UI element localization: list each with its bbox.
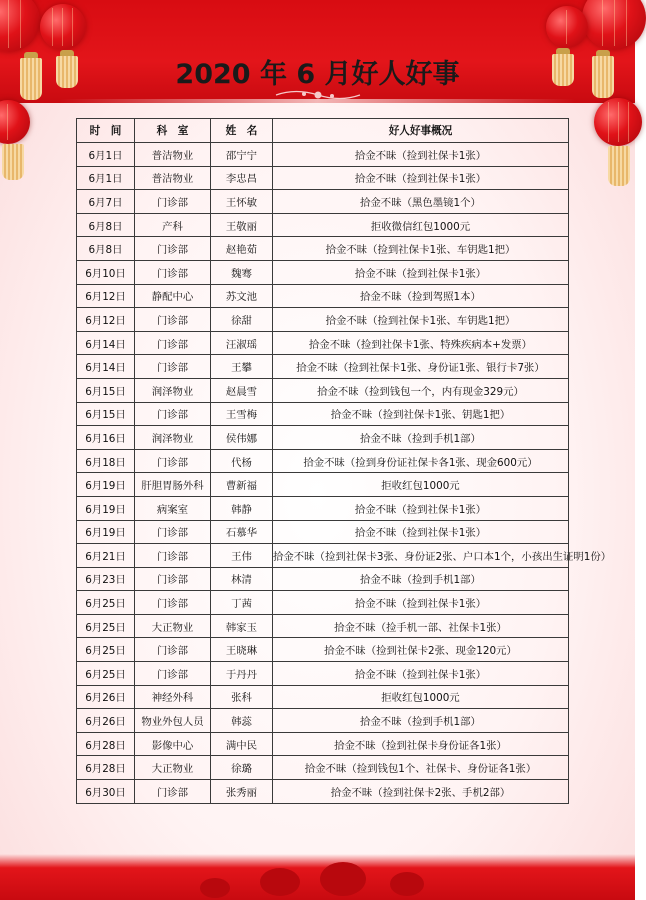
- header-department: 科 室: [135, 119, 211, 143]
- cell-summary: 拾金不昧（捡到社保卡1张）: [273, 143, 569, 167]
- cell-date: 6月26日: [77, 709, 135, 733]
- cell-date: 6月1日: [77, 143, 135, 167]
- cell-department: 门诊部: [135, 544, 211, 568]
- cell-department: 门诊部: [135, 591, 211, 615]
- cell-department: 门诊部: [135, 260, 211, 284]
- cell-date: 6月8日: [77, 213, 135, 237]
- cell-name: 张科: [211, 685, 273, 709]
- cell-department: 门诊部: [135, 780, 211, 804]
- cell-name: 苏文池: [211, 284, 273, 308]
- cell-date: 6月19日: [77, 496, 135, 520]
- lantern-icon: [0, 100, 30, 144]
- cell-department: 门诊部: [135, 237, 211, 261]
- cell-date: 6月7日: [77, 190, 135, 214]
- cell-name: 汪淑瑶: [211, 331, 273, 355]
- cell-summary: 拾金不昧（捡到身份证社保卡各1张、现金600元）: [273, 449, 569, 473]
- table-row: [77, 662, 569, 686]
- cell-department: 门诊部: [135, 190, 211, 214]
- cell-date: 6月10日: [77, 260, 135, 284]
- cell-name: 侯伟娜: [211, 426, 273, 450]
- table-header-row: [77, 119, 569, 143]
- cell-date: 6月21日: [77, 544, 135, 568]
- ornament-icon: [274, 88, 362, 102]
- cell-date: 6月28日: [77, 732, 135, 756]
- cell-name: 林清: [211, 567, 273, 591]
- cell-department: 神经外科: [135, 685, 211, 709]
- table-row: [77, 308, 569, 332]
- cell-department: 门诊部: [135, 308, 211, 332]
- cell-name: 王怀敏: [211, 190, 273, 214]
- cell-department: 产科: [135, 213, 211, 237]
- cell-date: 6月30日: [77, 780, 135, 804]
- table-row: [77, 614, 569, 638]
- table-body: [77, 143, 612, 804]
- header-summary: 好人好事概况: [273, 119, 569, 143]
- table-row: [77, 143, 569, 167]
- tassel-icon: [2, 144, 24, 180]
- cell-name: 丁茜: [211, 591, 273, 615]
- cell-department: 门诊部: [135, 662, 211, 686]
- table-row: [77, 213, 569, 237]
- cell-name: 王敬丽: [211, 213, 273, 237]
- table-row: [77, 780, 569, 804]
- cell-name: 韩静: [211, 496, 273, 520]
- cell-summary: 拾金不昧（捡到社保卡1张）: [273, 520, 569, 544]
- flower-decoration: [200, 878, 230, 898]
- cell-date: 6月19日: [77, 473, 135, 497]
- lantern-icon: [546, 6, 588, 48]
- table-row: [77, 709, 569, 733]
- table-row: [77, 378, 569, 402]
- cell-summary: 拾金不昧（捡到社保卡1张）: [273, 260, 569, 284]
- cell-summary: 拾金不昧（捡到社保卡1张、身份证1张、银行卡7张）: [273, 355, 569, 379]
- cell-department: 门诊部: [135, 638, 211, 662]
- cell-name: 邵宁宁: [211, 143, 273, 167]
- cell-department: 普洁物业: [135, 143, 211, 167]
- table-row: [77, 166, 569, 190]
- cell-summary: 拾金不昧（捡到社保卡1张）: [273, 662, 569, 686]
- cell-summary: 拒收红包1000元: [273, 685, 569, 709]
- cell-name: 徐甜: [211, 308, 273, 332]
- lantern-icon: [594, 98, 642, 146]
- cell-summary: 拾金不昧（捡到手机1部）: [273, 567, 569, 591]
- table-row: [77, 496, 569, 520]
- cell-department: 大正物业: [135, 614, 211, 638]
- table-row: [77, 260, 569, 284]
- cell-department: 病案室: [135, 496, 211, 520]
- table-row: [77, 544, 569, 568]
- table-row: [77, 355, 569, 379]
- cell-summary: 拾金不昧（捡手机一部、社保卡1张）: [273, 614, 569, 638]
- cell-department: 肝胆胃肠外科: [135, 473, 211, 497]
- table-row: [77, 237, 569, 261]
- tassel-icon: [608, 146, 630, 186]
- flower-decoration: [320, 862, 366, 896]
- cell-name: 王伟: [211, 544, 273, 568]
- cell-name: 王晓琳: [211, 638, 273, 662]
- cell-name: 赵艳茹: [211, 237, 273, 261]
- cell-date: 6月25日: [77, 591, 135, 615]
- cell-summary: 拾金不昧（黑色墨镜1个）: [273, 190, 569, 214]
- cell-summary: 拾金不昧（捡到社保卡身份证各1张）: [273, 732, 569, 756]
- cell-department: 润泽物业: [135, 426, 211, 450]
- cell-name: 代杨: [211, 449, 273, 473]
- cell-department: 大正物业: [135, 756, 211, 780]
- lantern-icon: [40, 4, 86, 50]
- cell-name: 满中民: [211, 732, 273, 756]
- table-row: [77, 402, 569, 426]
- table-row: [77, 567, 569, 591]
- table-row: [77, 591, 569, 615]
- table-row: [77, 732, 569, 756]
- cell-name: 于丹丹: [211, 662, 273, 686]
- flower-decoration: [390, 872, 424, 896]
- cell-department: 门诊部: [135, 355, 211, 379]
- cell-date: 6月14日: [77, 331, 135, 355]
- cell-date: 6月23日: [77, 567, 135, 591]
- table-row: [77, 449, 569, 473]
- cell-name: 赵晨雪: [211, 378, 273, 402]
- cell-department: 门诊部: [135, 402, 211, 426]
- cell-date: 6月28日: [77, 756, 135, 780]
- cell-department: 润泽物业: [135, 378, 211, 402]
- cell-department: 门诊部: [135, 520, 211, 544]
- cell-name: 曹新福: [211, 473, 273, 497]
- cell-summary: 拾金不昧（捡到社保卡2张、手机2部）: [273, 780, 569, 804]
- cell-name: 石慕华: [211, 520, 273, 544]
- cell-summary: 拾金不昧（捡到社保卡1张、钥匙1把）: [273, 402, 569, 426]
- cell-summary: 拾金不昧（捡到社保卡1张、车钥匙1把）: [273, 308, 569, 332]
- header-date: 时 间: [77, 119, 135, 143]
- footer-red-band: [0, 854, 635, 900]
- table-row: [77, 756, 569, 780]
- cell-date: 6月25日: [77, 614, 135, 638]
- cell-date: 6月18日: [77, 449, 135, 473]
- cell-date: 6月16日: [77, 426, 135, 450]
- flower-decoration: [260, 868, 300, 896]
- cell-department: 门诊部: [135, 567, 211, 591]
- cell-date: 6月15日: [77, 402, 135, 426]
- cell-name: 韩蕊: [211, 709, 273, 733]
- table-row: [77, 685, 569, 709]
- table-row: [77, 473, 569, 497]
- cell-summary: 拾金不昧（捡到社保卡1张、车钥匙1把）: [273, 237, 569, 261]
- cell-date: 6月19日: [77, 520, 135, 544]
- cell-name: 王攀: [211, 355, 273, 379]
- cell-summary: 拾金不昧（捡到手机1部）: [273, 709, 569, 733]
- cell-summary: 拾金不昧（捡到驾照1本）: [273, 284, 569, 308]
- cell-name: 韩家玉: [211, 614, 273, 638]
- table-row: [77, 426, 569, 450]
- cell-name: 王雪梅: [211, 402, 273, 426]
- cell-name: 魏骞: [211, 260, 273, 284]
- good-deeds-table: [76, 118, 612, 804]
- cell-summary: 拾金不昧（捡到社保卡1张）: [273, 166, 569, 190]
- cell-department: 门诊部: [135, 331, 211, 355]
- cell-department: 门诊部: [135, 449, 211, 473]
- cell-name: 李忠昌: [211, 166, 273, 190]
- cell-summary: 拾金不昧（捡到社保卡1张、特殊疾病本+发票）: [273, 331, 569, 355]
- cell-summary: 拒收红包1000元: [273, 473, 569, 497]
- cell-name: 张秀丽: [211, 780, 273, 804]
- header-name: 姓 名: [211, 119, 273, 143]
- cell-summary: 拾金不昧（捡到手机1部）: [273, 426, 569, 450]
- cell-department: 物业外包人员: [135, 709, 211, 733]
- cell-date: 6月26日: [77, 685, 135, 709]
- cell-summary: 拾金不昧（捡到社保卡2张、现金120元）: [273, 638, 569, 662]
- cell-name: 徐璐: [211, 756, 273, 780]
- cell-summary: 拾金不昧（捡到钱包一个，内有现金329元）: [273, 378, 569, 402]
- page-title: 2020 年 6 月好人好事: [175, 59, 460, 90]
- cell-summary: 拒收微信红包1000元: [273, 213, 569, 237]
- cell-date: 6月25日: [77, 662, 135, 686]
- cell-date: 6月15日: [77, 378, 135, 402]
- cell-date: 6月12日: [77, 308, 135, 332]
- table-row: [77, 638, 569, 662]
- cell-date: 6月14日: [77, 355, 135, 379]
- cell-department: 静配中心: [135, 284, 211, 308]
- cell-summary: 拾金不昧（捡到社保卡1张）: [273, 496, 569, 520]
- cell-date: 6月8日: [77, 237, 135, 261]
- cell-summary: 拾金不昧（捡到社保卡1张）: [273, 591, 569, 615]
- table-row: [77, 520, 569, 544]
- table-row: [77, 284, 569, 308]
- cell-summary: 拾金不昧（捡到社保卡3张、身份证2张、户口本1个，小孩出生证明1份）: [273, 544, 569, 568]
- cell-date: 6月25日: [77, 638, 135, 662]
- cell-summary: 拾金不昧（捡到钱包1个、社保卡、身份证各1张）: [273, 756, 569, 780]
- cell-date: 6月1日: [77, 166, 135, 190]
- cell-department: 普洁物业: [135, 166, 211, 190]
- cell-date: 6月12日: [77, 284, 135, 308]
- cell-department: 影像中心: [135, 732, 211, 756]
- table-row: [77, 190, 569, 214]
- table-row: [77, 331, 569, 355]
